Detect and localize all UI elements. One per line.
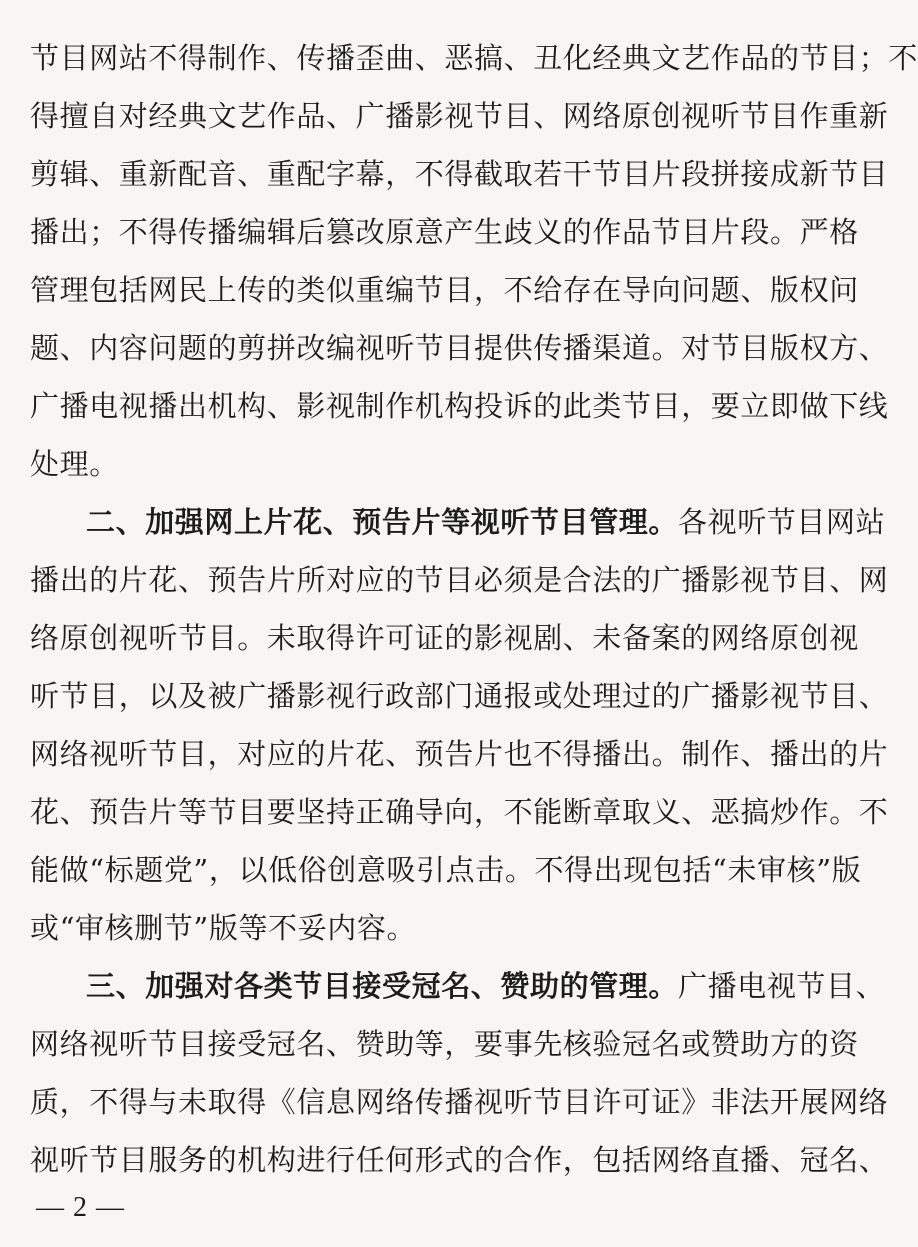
paragraph-line: 听节目，以及被广播影视行政部门通报或处理过的广播影视节目、 bbox=[30, 679, 889, 713]
section-heading: 三、加强对各类节目接受冠名、赞助的管理。 bbox=[86, 969, 679, 1003]
paragraph-line: 得擅自对经典文艺作品、广播影视节目、网络原创视听节目作重新 bbox=[30, 99, 889, 133]
paragraph-line: 处理。 bbox=[30, 447, 119, 481]
paragraph-line: 络原创视听节目。未取得许可证的影视剧、未备案的网络原创视 bbox=[30, 621, 859, 655]
paragraph-first-line bbox=[86, 958, 886, 1014]
page-number: — 2 — bbox=[36, 1192, 125, 1223]
paragraph-line: 视听节目服务的机构进行任何形式的合作，包括网络直播、冠名、 bbox=[30, 1143, 889, 1177]
paragraph-text: 广播电视节目、 bbox=[678, 969, 886, 1003]
paragraph-line: 管理包括网民上传的类似重编节目，不给存在导向问题、版权问 bbox=[30, 273, 859, 307]
paragraph-line: 广播电视播出机构、影视制作机构投诉的此类节目，要立即做下线 bbox=[30, 389, 889, 423]
paragraph-line: 花、预告片等节目要坚持正确导向，不能断章取义、恶搞炒作。不 bbox=[30, 795, 889, 829]
paragraph-line: 题、内容问题的剪拼改编视听节目提供传播渠道。对节目版权方、 bbox=[30, 331, 889, 365]
paragraph-first-line bbox=[86, 494, 886, 550]
paragraph-line: 或“审核删节”版等不妥内容。 bbox=[30, 911, 417, 945]
paragraph-line: 网络视听节目接受冠名、赞助等，要事先核验冠名或赞助方的资 bbox=[30, 1027, 859, 1061]
paragraph-line: 播出的片花、预告片所对应的节目必须是合法的广播影视节目、网 bbox=[30, 563, 889, 597]
paragraph-line: 播出；不得传播编辑后篡改原意产生歧义的作品节目片段。严格 bbox=[30, 215, 859, 249]
section-heading: 二、加强网上片花、预告片等视听节目管理。 bbox=[86, 505, 679, 539]
paragraph-line: 剪辑、重新配音、重配字幕，不得截取若干节目片段拼接成新节目 bbox=[30, 157, 889, 191]
paragraph-line: 节目网站不得制作、传播歪曲、恶搞、丑化经典文艺作品的节目；不 bbox=[30, 41, 918, 75]
paragraph-text: 各视听节目网站 bbox=[678, 505, 886, 539]
paragraph-line: 网络视听节目，对应的片花、预告片也不得播出。制作、播出的片 bbox=[30, 737, 889, 771]
paragraph-line: 能做“标题党”，以低俗创意吸引点击。不得出现包括“未审核”版 bbox=[30, 853, 862, 887]
paragraph-line: 质，不得与未取得《信息网络传播视听节目许可证》非法开展网络 bbox=[30, 1085, 889, 1119]
